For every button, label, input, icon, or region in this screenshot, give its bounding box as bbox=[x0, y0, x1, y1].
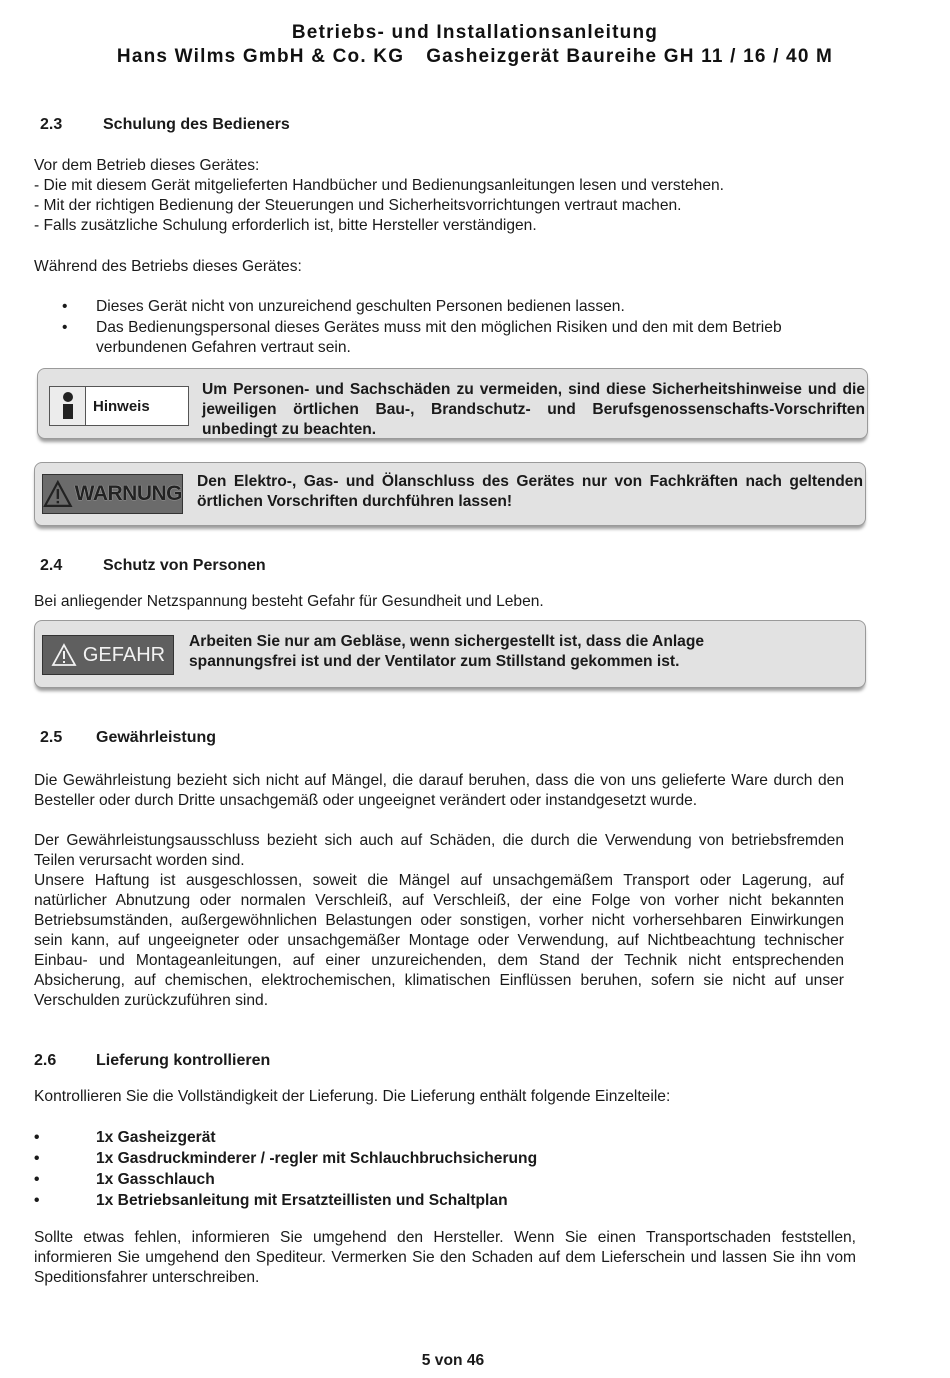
list-item bbox=[34, 1191, 854, 1211]
bullet-icon: • bbox=[34, 1129, 40, 1146]
bullet-icon: • bbox=[34, 1192, 40, 1209]
list-item bbox=[62, 297, 872, 317]
danger-text-line: spannungsfrei ist und der Ventilator zum Stillstand gekommen ist. bbox=[189, 653, 680, 670]
section-number: 2.5 bbox=[40, 729, 63, 746]
warranty-paragraph-2: Der Gewährleistungsausschluss bezieht sich auch auf Schäden, die durch die Verwendung von betriebsfremden Teilen verursacht worden sind. bbox=[34, 832, 844, 869]
delivery-item: 1x Betriebsanleitung mit Ersatzteillisten und Schaltplan bbox=[96, 1192, 508, 1209]
during-operation-text: Während des Betriebs dieses Gerätes: bbox=[34, 258, 302, 275]
bullet-icon: • bbox=[62, 319, 68, 336]
notice-text: Um Personen- und Sachschäden zu vermeiden, sind diese Sicherheitshinweise und die jeweiligen örtlichen Bau-, Brandschutz- und Berufsgenossenschafts-Vorschriften unbedingt zu beachten. bbox=[202, 381, 865, 438]
intro-line: - Falls zusätzliche Schulung erforderlich ist, bitte Hersteller verständigen. bbox=[34, 217, 537, 234]
list-item bbox=[34, 1149, 854, 1169]
document-subtitle bbox=[0, 46, 950, 68]
bullet-icon: • bbox=[34, 1171, 40, 1188]
product-name: Gasheizgerät Baureihe GH 11 / 16 / 40 M bbox=[426, 46, 834, 67]
danger-box bbox=[34, 620, 866, 688]
training-intro bbox=[34, 156, 874, 236]
section-title: Lieferung kontrollieren bbox=[96, 1052, 271, 1069]
section-number: 2.4 bbox=[40, 557, 63, 574]
section-title: Schutz von Personen bbox=[103, 557, 266, 574]
warning-triangle-icon bbox=[51, 643, 77, 667]
delivery-item: 1x Gasdruckminderer / -regler mit Schlauchbruchsicherung bbox=[96, 1150, 538, 1167]
warning-triangle-icon bbox=[43, 480, 73, 508]
warning-text: Den Elektro-, Gas- und Ölanschluss des Gerätes nur von Fachkräften nach geltenden örtlichen Vorschriften durchführen lassen! bbox=[197, 473, 863, 510]
intro-line: - Die mit diesem Gerät mitgelieferten Handbücher und Bedienungsanleitungen lesen und verstehen. bbox=[34, 177, 725, 194]
section-title: Schulung des Bedieners bbox=[103, 116, 290, 133]
intro-line: - Mit der richtigen Bedienung der Steuerungen und Sicherheitsvorrichtungen vertraut machen. bbox=[34, 197, 682, 214]
info-icon bbox=[50, 387, 86, 425]
page-number: 5 von 46 bbox=[421, 1352, 485, 1369]
document-title: Betriebs- und Installationsanleitung bbox=[291, 22, 659, 43]
warranty-paragraph-1: Die Gewährleistung bezieht sich nicht auf Mängel, die darauf beruhen, dass die von uns gelieferte Ware durch den Besteller oder durch Dritte unsachgemäß oder ungeeignet verändert oder instandgesetzt wurde. bbox=[34, 772, 844, 809]
delivery-intro: Kontrollieren Sie die Vollständigkeit der Lieferung. Die Lieferung enthält folgende Einzelteile: bbox=[34, 1088, 671, 1105]
warning-box bbox=[34, 462, 866, 526]
warning-badge bbox=[42, 474, 183, 514]
list-item bbox=[34, 1170, 854, 1190]
voltage-hazard-text: Bei anliegender Netzspannung besteht Gefahr für Gesundheit und Leben. bbox=[34, 593, 544, 610]
missing-items-paragraph: Sollte etwas fehlen, informieren Sie umgehend den Hersteller. Wenn Sie einen Transportschaden feststellen, informieren Sie umgehend den Spediteur. Vermerken Sie den Schaden auf dem Lieferschein und lassen Sie ihn vom Speditionsfahrer unterschreiben. bbox=[34, 1229, 856, 1286]
list-item-text: Das Bedienungspersonal dieses Gerätes muss mit den möglichen Risiken und den mit dem Betrieb verbundenen Gefahren vertraut sein. bbox=[96, 319, 782, 356]
notice-box bbox=[37, 368, 868, 439]
warranty-paragraph-3: Unsere Haftung ist ausgeschlossen, soweit die Mängel auf unsachgemäßem Transport oder Lagerung, auf natürlicher Abnutzung oder normalen Verschleiß, auf Verschleiß, der eine Folge von vorher nicht bekannten Betriebsumständen, außergewöhnlichen Belastungen oder sonstigen, vorher nicht vorhersehbaren Einwirkungen sein kann, auf ungeeigneter oder unsachgemäßer Montage oder Verwendung, auf Nichtbeachtung technischer Einbau- und Montageanleitungen, auf einer unzureichenden, dem Stand der Technik nicht entsprechenden Absicherung, auf chemischen, elektrochemischen, klimatischen Einflüssen beruhen, sofern sie nicht auf unser Verschulden zurückzuführen sind. bbox=[34, 872, 844, 1009]
section-title: Gewährleistung bbox=[96, 729, 217, 746]
bullet-icon: • bbox=[62, 298, 68, 315]
danger-text bbox=[189, 632, 859, 672]
danger-label: GEFAHR bbox=[82, 643, 166, 666]
notice-badge bbox=[49, 386, 189, 426]
list-item-text: Dieses Gerät nicht von unzureichend geschulten Personen bedienen lassen. bbox=[96, 298, 625, 315]
company-name: Hans Wilms GmbH & Co. KG bbox=[116, 46, 405, 67]
section-number: 2.6 bbox=[34, 1052, 57, 1069]
danger-text-line: Arbeiten Sie nur am Gebläse, wenn sichergestellt ist, dass die Anlage bbox=[189, 633, 705, 650]
danger-badge bbox=[42, 635, 174, 675]
bullet-icon: • bbox=[34, 1150, 40, 1167]
delivery-item: 1x Gasheizgerät bbox=[96, 1129, 216, 1146]
list-item bbox=[62, 318, 872, 358]
intro-line: Vor dem Betrieb dieses Gerätes: bbox=[34, 157, 260, 174]
notice-label: Hinweis bbox=[93, 397, 150, 415]
delivery-item: 1x Gasschlauch bbox=[96, 1171, 215, 1188]
list-item bbox=[34, 1128, 854, 1148]
warning-label: WARNUNG bbox=[74, 482, 182, 505]
section-number: 2.3 bbox=[40, 116, 63, 133]
